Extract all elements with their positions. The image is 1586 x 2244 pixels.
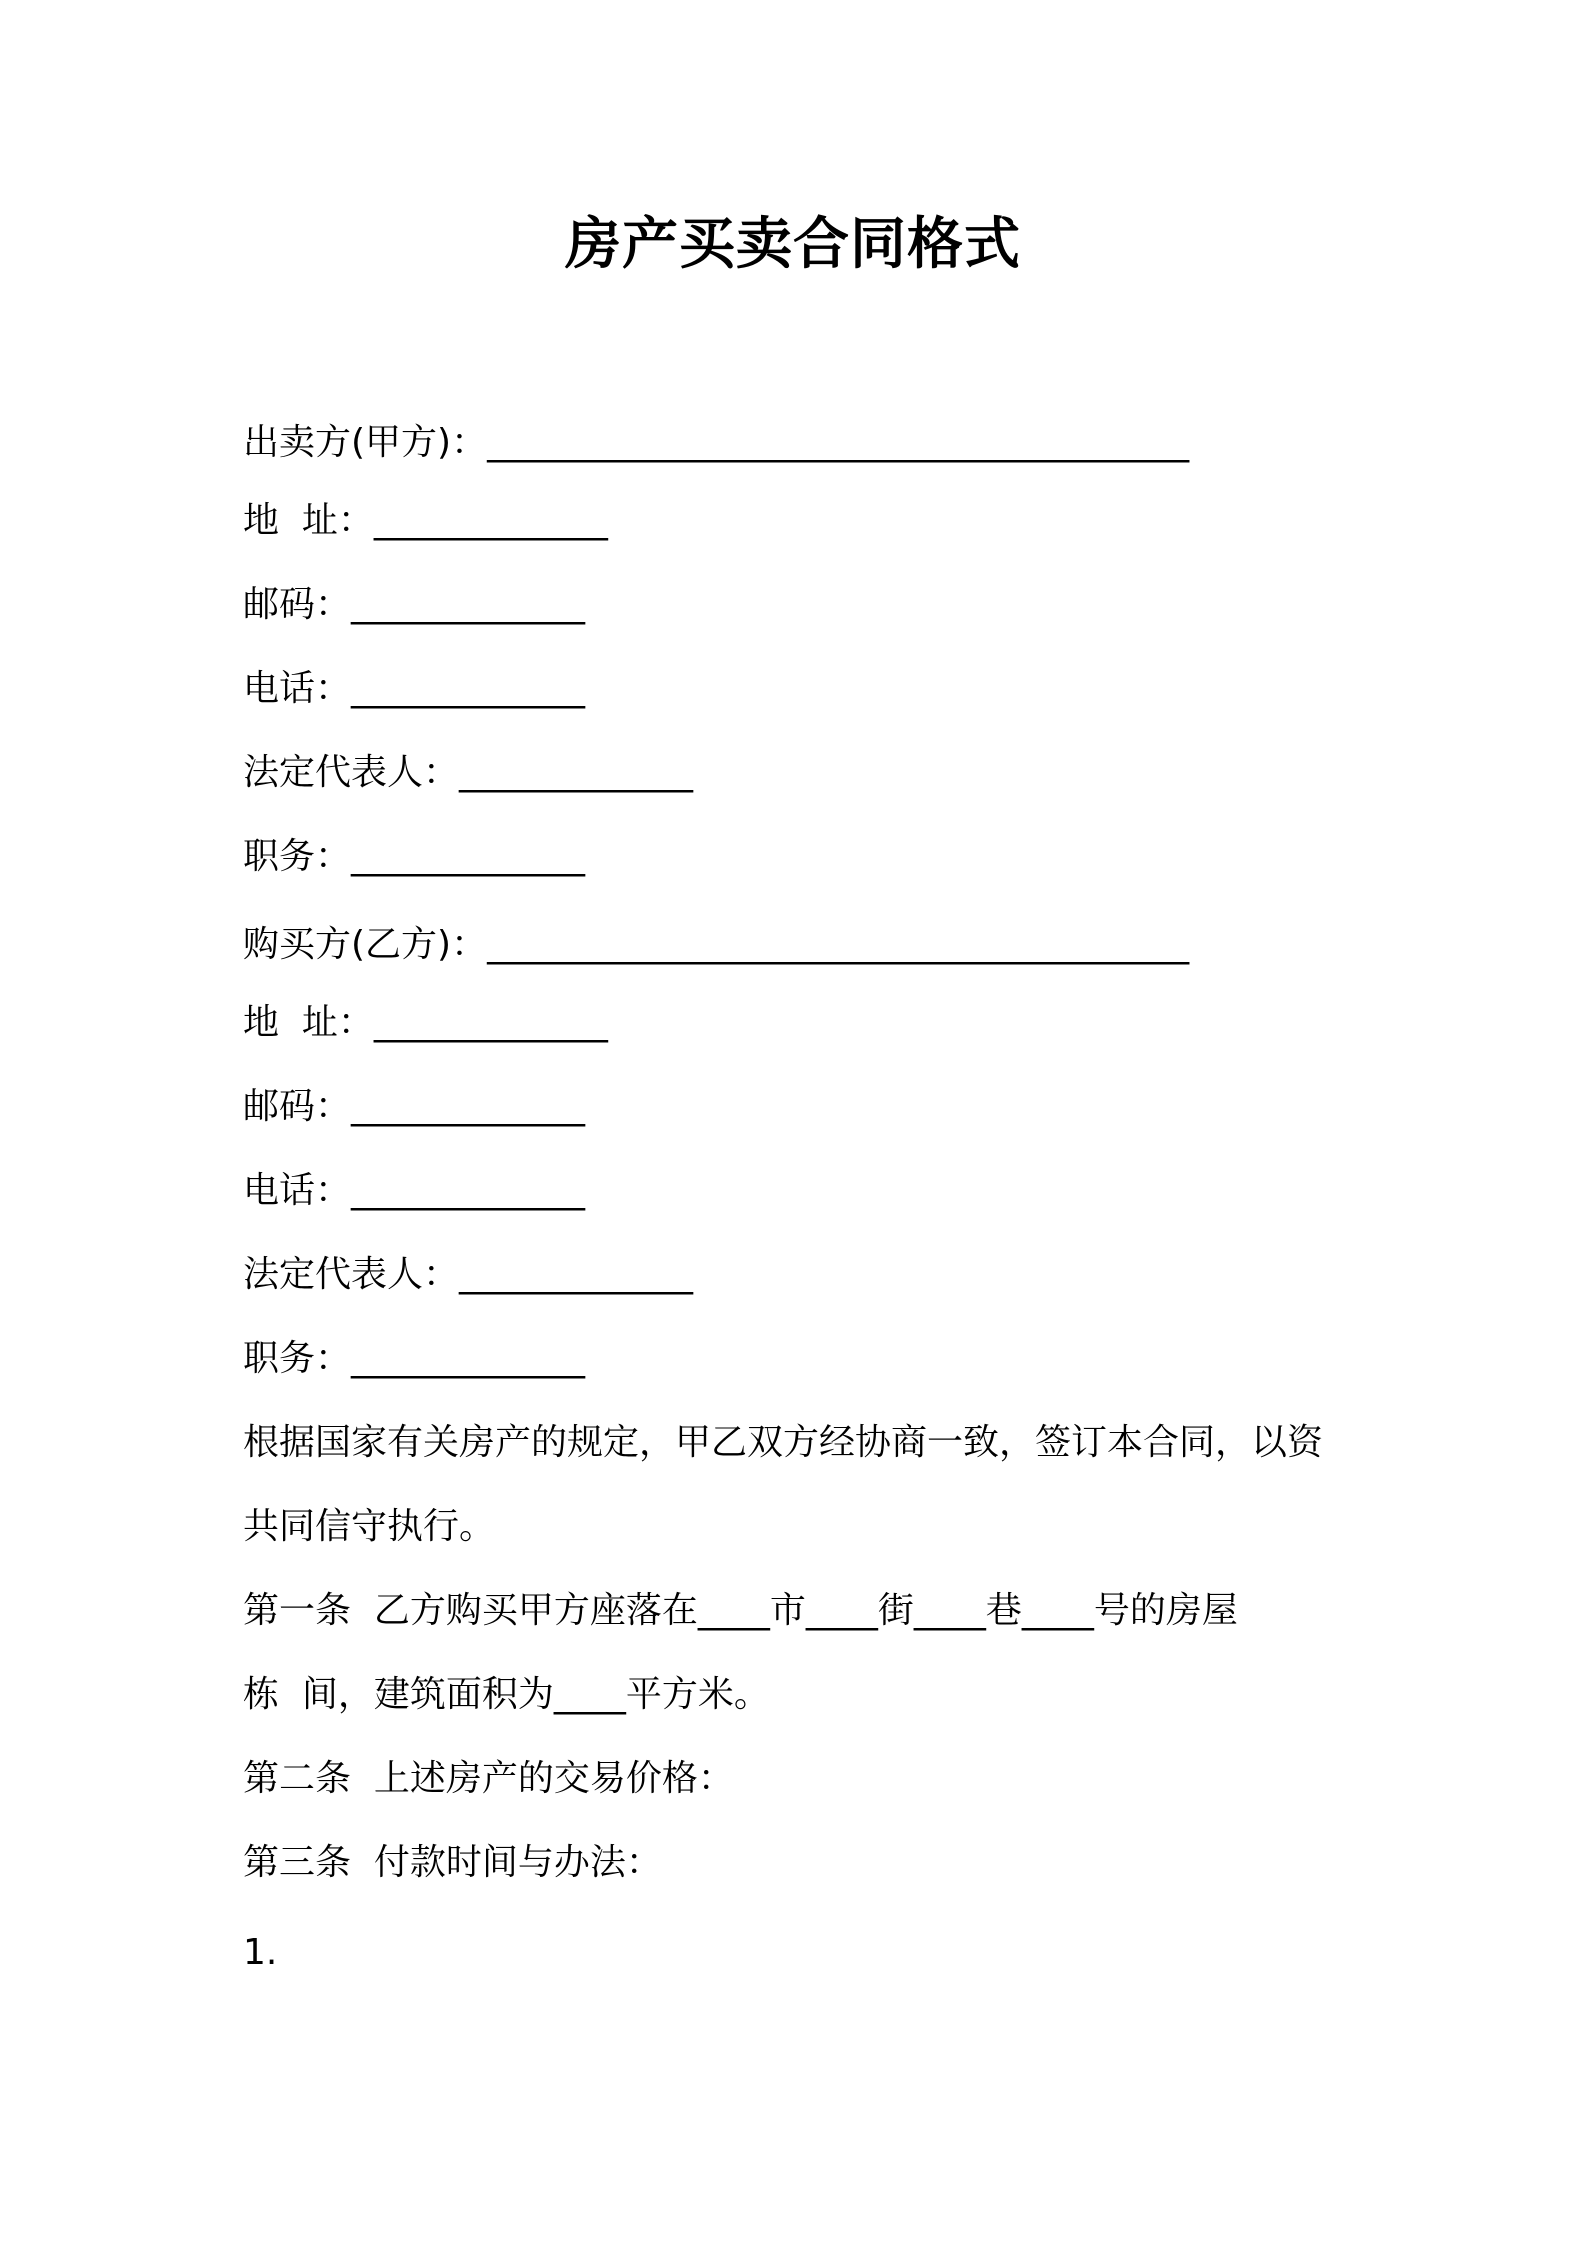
list-item-1: 1. (243, 1932, 278, 1973)
seller-position-field: 职务：_____________ (243, 836, 586, 877)
document-title: 房产买卖合同格式 (565, 212, 1021, 277)
buyer-legal-rep-field: 法定代表人：_____________ (243, 1254, 694, 1295)
seller-phone-field: 电话：_____________ (243, 668, 586, 709)
preamble-line-1: 根据国家有关房产的规定，甲乙双方经协商一致，签订本合同，以资 (243, 1422, 1324, 1463)
buyer-postcode-field: 邮码：_____________ (243, 1086, 586, 1127)
preamble-line-2: 共同信守执行。 (243, 1506, 496, 1547)
buyer-address-field: 地 址：_____________ (243, 1002, 608, 1043)
seller-party-field: 出卖方(甲方)：_______________________________________ (243, 422, 1190, 463)
article-2: 第二条 上述房产的交易价格： (243, 1758, 734, 1799)
buyer-phone-field: 电话：_____________ (243, 1170, 586, 1211)
article-1-line-1: 第一条 乙方购买甲方座落在____市____街____巷____号的房屋 (243, 1590, 1238, 1631)
seller-address-field: 地 址：_____________ (243, 500, 608, 541)
buyer-position-field: 职务：_____________ (243, 1338, 586, 1379)
article-1-line-2: 栋 间，建筑面积为____平方米。 (243, 1674, 770, 1715)
seller-postcode-field: 邮码：_____________ (243, 584, 586, 625)
seller-legal-rep-field: 法定代表人：_____________ (243, 752, 694, 793)
buyer-party-field: 购买方(乙方)：_______________________________________ (243, 924, 1190, 965)
article-3: 第三条 付款时间与办法： (243, 1842, 662, 1883)
